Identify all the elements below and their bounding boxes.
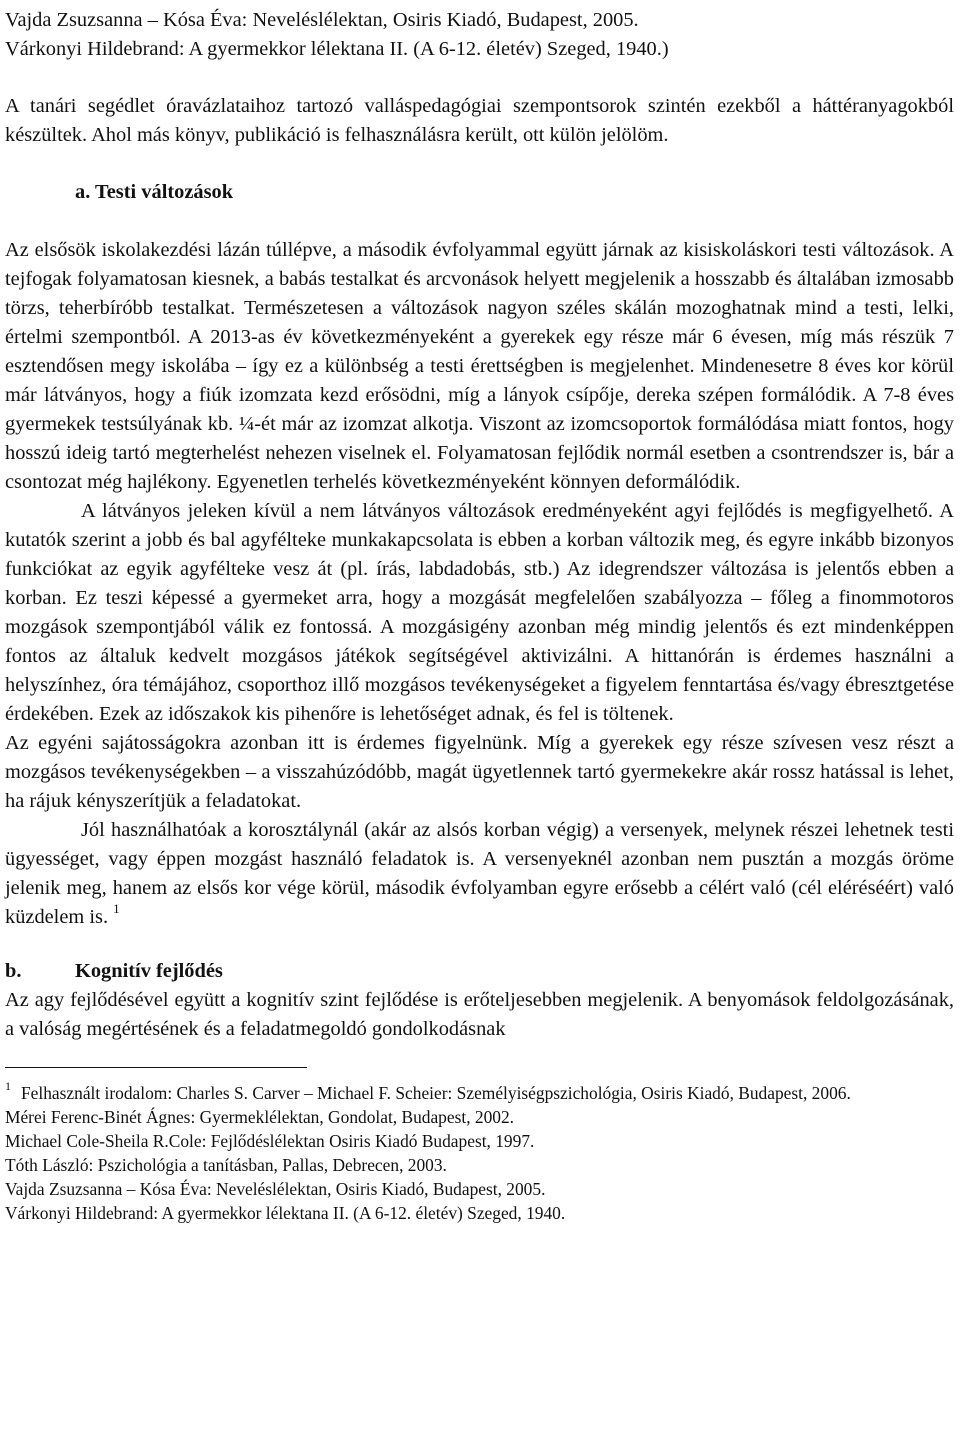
footnote-reference[interactable]: 1 bbox=[113, 901, 120, 916]
section-a-paragraph-1: Az elsősök iskolakezdési lázán túllépve, a második évfolyammal együtt járnak az kisiskoláskori testi változások. A tejfogak folyamatosan kiesnek, a babás testalkat és arcvonások helyett megjelenik a hosszabb és általában izmosabb törzs, teherbíróbb testalkat. Természetesen a változások nagyon széles skálán mozoghatnak mind a testi, lelki, értelmi szempontból. A 2013-as év következményeként a gyerekek egy része már 6 évesen, míg más részük 7 esztendősen megy iskolába – így ez a különbség a testi érettségben is megjelenhet. Mindenesetre 8 éves kor körül már látványos, hogy a fiúk izomzata kezd erősödni, míg a lányok csípője, dereka szépen formálódik. A 7-8 éves gyermekek testsúlyának kb. ¼-ét már az izomzat alkotja. Viszont az izomcsoportok formálódása miatt fontos, hogy hosszú ideig tartó megterhelést nehezen viselnek el. Folyamatosan fejlődik normál esetben a csontrendszer is, bár a csontozat még hajlékony. Egyenetlen terhelés következményeként könnyen deformálódik. bbox=[5, 239, 954, 493]
footnote-reference-line: Michael Cole-Sheila R.Cole: Fejlődéslélektan Osiris Kiadó Budapest, 1997. bbox=[5, 1131, 535, 1151]
section-a-title: Testi változások bbox=[95, 181, 234, 203]
section-b-label: b. bbox=[5, 960, 22, 982]
section-a-paragraph-4 bbox=[5, 816, 954, 932]
footnote-reference-line: Várkonyi Hildebrand: A gyermekkor lélektana II. (A 6-12. életév) Szeged, 1940. bbox=[5, 1203, 566, 1223]
intro-paragraph: A tanári segédlet óravázlataihoz tartozó valláspedagógiai szempontsorok szintén ezekből a háttéranyagokból készültek. Ahol más könyv, publikáció is felhasználásra került, ott külön jelölöm. bbox=[5, 95, 954, 146]
footnote-mark: 1 bbox=[5, 1079, 11, 1093]
footnote-reference-line: Tóth László: Pszichológia a tanításban, Pallas, Debrecen, 2003. bbox=[5, 1155, 447, 1175]
section-b-title: Kognitív fejlődés bbox=[75, 960, 223, 982]
footnote-reference-line: Vajda Zsuzsanna – Kósa Éva: Neveléslélektan, Osiris Kiadó, Budapest, 2005. bbox=[5, 1179, 546, 1199]
section-a-heading bbox=[75, 178, 954, 207]
section-a-paragraph-3: Az egyéni sajátosságokra azonban itt is érdemes figyelnünk. Míg a gyerekek egy része szívesen vesz részt a mozgásos tevékenységekben – a visszahúzódóbb, magát ügyetlennek tartó gyermekekre akár rossz hatással is lehet, ha rájuk kényszerítjük a feladatokat. bbox=[5, 732, 954, 812]
footnotes bbox=[5, 1081, 954, 1225]
footnote-1-text: Felhasznált irodalom: Charles S. Carver – Michael F. Scheier: Személyiségpszichológia, Osiris Kiadó, Budapest, 2006. bbox=[21, 1083, 851, 1103]
footnote-reference-line: Mérei Ferenc-Binét Ágnes: Gyermeklélektan, Gondolat, Budapest, 2002. bbox=[5, 1107, 515, 1127]
paragraph-4-text: Jól használhatóak a korosztálynál (akár az alsós korban végig) a versenyek, melynek részei lehetnek testi ügyességet, vagy éppen mozgást használó feladatok is. A versenyeknél azonban nem pusztán a mozgás öröme jelenik meg, hanem az elsős kor vége körül, második évfolyamban egyre erősebb a célért való (cél eléréséért) való küzdelem is. bbox=[5, 819, 954, 928]
reference-line: Vajda Zsuzsanna – Kósa Éva: Neveléslélektan, Osiris Kiadó, Budapest, 2005. bbox=[5, 9, 639, 31]
section-a-paragraph-2: A látványos jeleken kívül a nem látványos változások eredményeként agyi fejlődés is megfigyelhető. A kutatók szerint a jobb és bal agyféltekе munkakapcsolata is ebben a korban változik meg, és egyre inkább bizonyos funkciókat az egyik agyféltekе vesz át (pl. írás, labdadobás, stb.) Az idegrendszer változása is jelentős ebben a korban. Ez teszi képessé a gyermeket arra, hogy a mozgását megfelelően szabályozza – főleg a finommotoros mozgások szempontjából válik ez fontossá. A mozgásigény azonban még mindig jelentős és ezt mindenképpen fontos az általuk kedvelt mozgásos játékok segítségével aktivizálni. A hittanórán is érdemes használni a helyszínhez, óra témájához, csoporthoz illő mozgásos tevékenységeket a figyelem fenntartása és/vagy ébresztgetése érdekében. Ezek az időszakok kis pihenőre is lehetőséget adnak, és fel is töltenek. bbox=[5, 500, 954, 725]
section-b-paragraph-1: Az agy fejlődésével együtt a kognitív szint fejlődése is erőteljesebben megjelenik. A benyomások feldolgozásának, a valóság megértésének és a feladatmegoldó gondolkodásnak bbox=[5, 989, 954, 1040]
section-b-heading bbox=[5, 957, 954, 986]
reference-line: Várkonyi Hildebrand: A gyermekkor lélektana II. (A 6-12. életév) Szeged, 1940.) bbox=[5, 38, 669, 60]
footnote-separator bbox=[5, 1067, 307, 1068]
footnote-1 bbox=[5, 1081, 954, 1105]
section-a-label: a. bbox=[75, 181, 91, 203]
top-references bbox=[5, 6, 954, 64]
